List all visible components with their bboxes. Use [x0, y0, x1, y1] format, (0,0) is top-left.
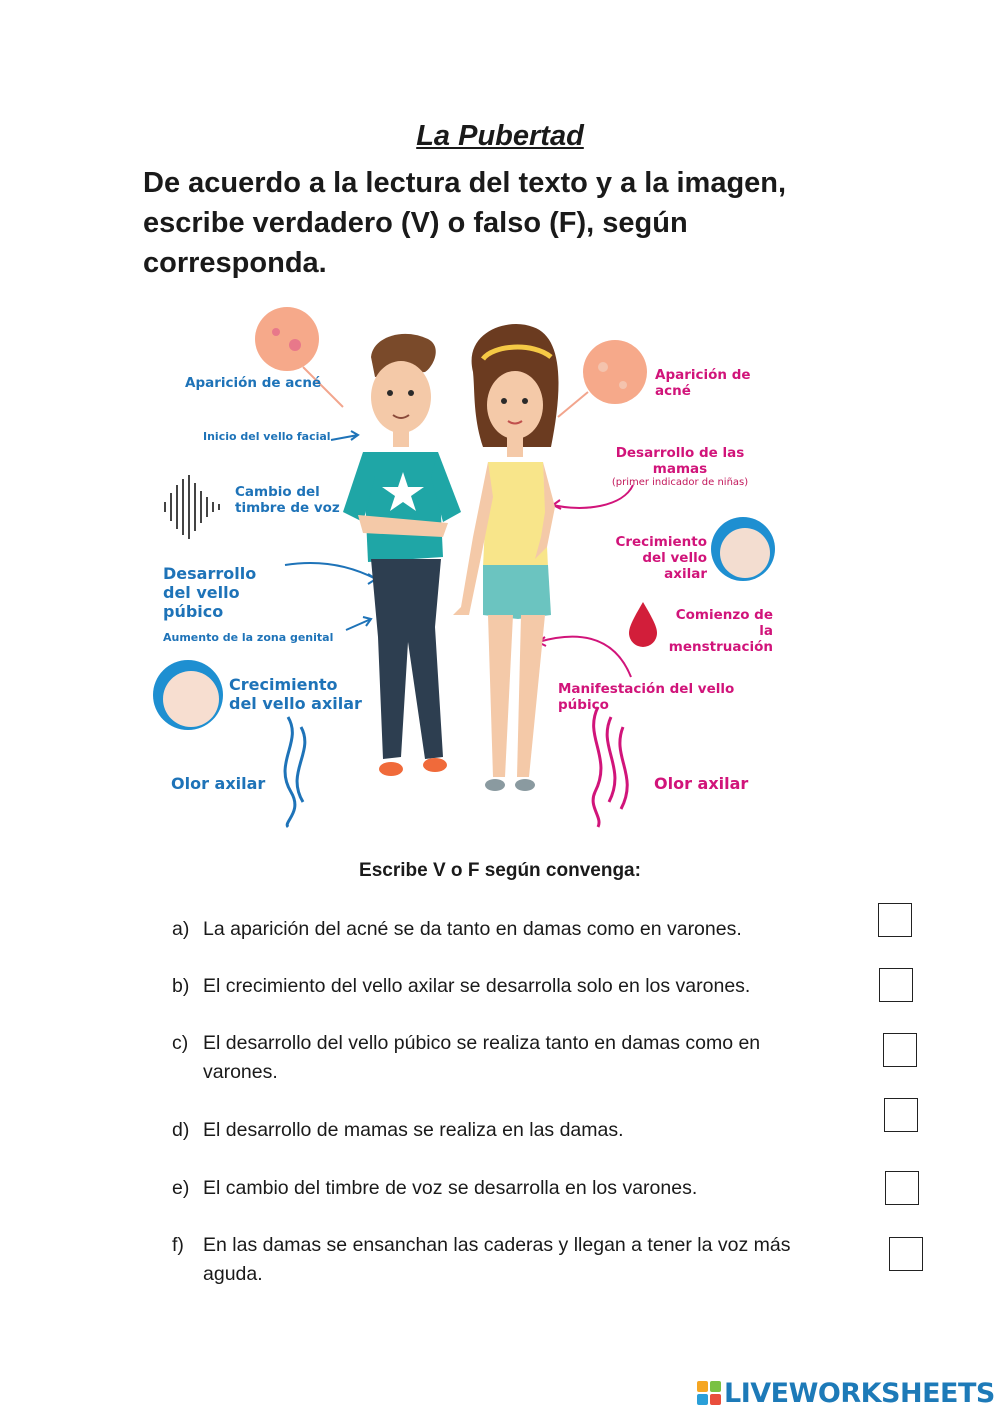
question-letter: b) — [172, 975, 190, 997]
label-girl-menstruation: Comienzo de la menstruación — [668, 607, 773, 656]
label-girl-odor: Olor axilar — [654, 774, 749, 793]
question-b — [172, 972, 832, 1001]
answer-box-b[interactable] — [879, 968, 913, 1002]
question-letter: a) — [172, 918, 190, 940]
label-boy-odor: Olor axilar — [171, 774, 266, 793]
label-girl-pubic: Manifestación del vello púbico — [558, 681, 735, 714]
acne-skin-icon-girl — [583, 340, 647, 404]
label-girl-breasts-title: Desarrollo de las mamas — [615, 445, 745, 478]
sound-wave-icon — [165, 475, 219, 539]
liveworksheets-logo[interactable] — [697, 1376, 995, 1410]
label-boy-genital: Aumento de la zona genital — [163, 631, 334, 644]
girl-figure — [453, 324, 558, 791]
question-text: El crecimiento del vello axilar se desarrolla solo en los varones. — [203, 975, 751, 997]
answer-box-a[interactable] — [878, 903, 912, 937]
question-letter: c) — [172, 1032, 189, 1054]
label-boy-facial-hair: Inicio del vello facial — [203, 430, 331, 443]
question-c — [172, 1029, 832, 1087]
odor-wave-icon-boy — [285, 717, 305, 827]
label-girl-axillary: Crecimiento del vello axilar — [615, 534, 707, 583]
question-text: La aparición del acné se da tanto en damas como en varones. — [203, 918, 742, 940]
question-letter: e) — [172, 1177, 190, 1199]
answer-box-e[interactable] — [885, 1171, 919, 1205]
question-letter: f) — [172, 1234, 184, 1256]
odor-wave-icon-girl — [593, 707, 627, 827]
question-text: El desarrollo del vello púbico se realiza tanto en damas como en varones. — [203, 1032, 761, 1083]
label-boy-axillary: Crecimiento del vello axilar — [229, 675, 362, 714]
question-e — [172, 1174, 832, 1203]
question-text: El cambio del timbre de voz se desarrolla en los varones. — [203, 1177, 698, 1199]
instructions: De acuerdo a la lectura del texto y a la imagen, escribe verdadero (V) o falso (F), según corresponda. — [143, 167, 787, 279]
puberty-illustration — [143, 297, 788, 849]
question-letter: d) — [172, 1119, 190, 1141]
logo-text: LIVEWORKSHEETS — [724, 1377, 995, 1409]
acne-skin-icon-boy — [255, 307, 319, 371]
question-text: El desarrollo de mamas se realiza en las damas. — [203, 1119, 624, 1141]
blood-drop-icon — [629, 602, 657, 647]
question-d — [172, 1116, 832, 1145]
label-girl-acne: Aparición de acné — [655, 367, 751, 400]
answer-box-c[interactable] — [883, 1033, 917, 1067]
page-title: La Pubertad — [416, 120, 584, 152]
answer-box-f[interactable] — [889, 1237, 923, 1271]
label-boy-acne: Aparición de acné — [185, 375, 322, 391]
label-boy-voice: Cambio del timbre de voz — [235, 484, 340, 517]
exercise-subtitle: Escribe V o F según convenga: — [359, 860, 641, 881]
label-girl-breasts — [600, 445, 760, 489]
question-a — [172, 915, 832, 944]
question-f — [172, 1231, 832, 1289]
label-boy-pubic: Desarrollo del vello púbico — [163, 564, 257, 622]
answer-box-d[interactable] — [884, 1098, 918, 1132]
label-girl-breasts-note: (primer indicador de niñas) — [611, 477, 749, 489]
question-text: En las damas se ensanchan las caderas y llegan a tener la voz más aguda. — [203, 1234, 791, 1285]
liveworksheets-logo-icon — [697, 1381, 721, 1405]
